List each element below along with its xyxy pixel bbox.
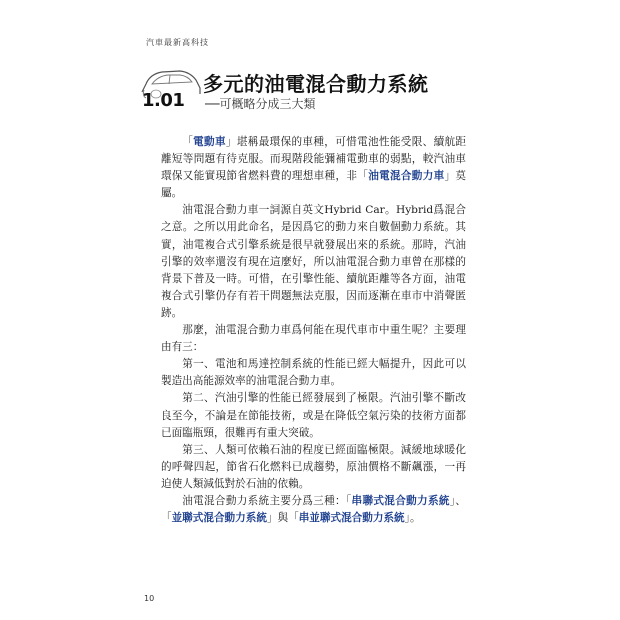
text-segment: 」莫屬。 [161,170,467,200]
paragraph [161,493,466,527]
paragraph [161,134,466,202]
text-segment: 」與「 [266,512,299,525]
text-segment: 油電混合動力車一詞源自英文Hybrid Car。Hybrid爲混合之意。之所以用此命名，是因爲它的動力來自數個動力系統。其實，油電複合式引擎系統是很早就發展出來的系統。那時，汽油引擎的效率還沒有現在這麼好，所以油電混合動力車曾在那樣的背景下普及一時。可惜，在引擎性能、續航距離等各方面，油電複合式引擎仍存有若干問題無法克服，因而逐漸在車市中消聲匿跡。 [161,204,466,319]
chapter-badge [140,62,200,114]
paragraph [161,322,466,356]
term-highlight: 串聯式混合動力系統 [351,494,450,507]
text-segment: 第一、電池和馬達控制系統的性能已經大幅提升，因此可以製造出高能源效率的油電混合動力車。 [161,358,466,388]
section-subtitle: ──可概略分成三大類 [205,97,316,111]
term-highlight: 並聯式混合動力系統 [171,512,267,525]
text-segment: 第三、人類可依賴石油的程度已經面臨極限。減緩地球暖化的呼聲四起，節省石化燃料已成趨勢，原油價格不斷飆漲，一再迫使人類減低對於石油的依賴。 [161,443,466,490]
body-text [161,134,466,527]
section-number: 1.01 [142,90,185,111]
text-segment: 那麼，油電混合動力車爲何能在現代車市中重生呢？主要理由有三： [161,324,466,354]
term-highlight: 串並聯式混合動力系統 [298,512,405,525]
running-head: 汽車最新高科技 [146,38,209,47]
text-segment: 「 [182,136,194,148]
page-number: 10 [144,594,155,603]
term-highlight: 油電混合動力車 [368,170,445,183]
text-segment: 」堪稱最環保的車種，可惜電池性能受限、續航距離短等問題有待克服。而現階段能彌補電動車的弱點，較汽油車環保又能實現節省燃料費的理想車種，非「 [161,136,467,183]
text-segment: 」、「 [161,494,467,525]
text-segment: 」。 [404,512,421,525]
paragraph [161,442,466,493]
paragraph [161,356,466,390]
paragraph [161,390,466,441]
text-segment: 油電混合動力系統主要分爲三種：「 [182,494,352,507]
section-title: 多元的油電混合動力系統 [203,72,429,96]
term-highlight: 電動車 [193,136,226,148]
text-segment: 第二、汽油引擎的性能已經發展到了極限。汽油引擎不斷改良至今，不論是在節能技術，或是在降低空氣污染的技術方面都已面臨瓶頸，很難再有重大突破。 [161,392,466,439]
paragraph [161,202,466,322]
